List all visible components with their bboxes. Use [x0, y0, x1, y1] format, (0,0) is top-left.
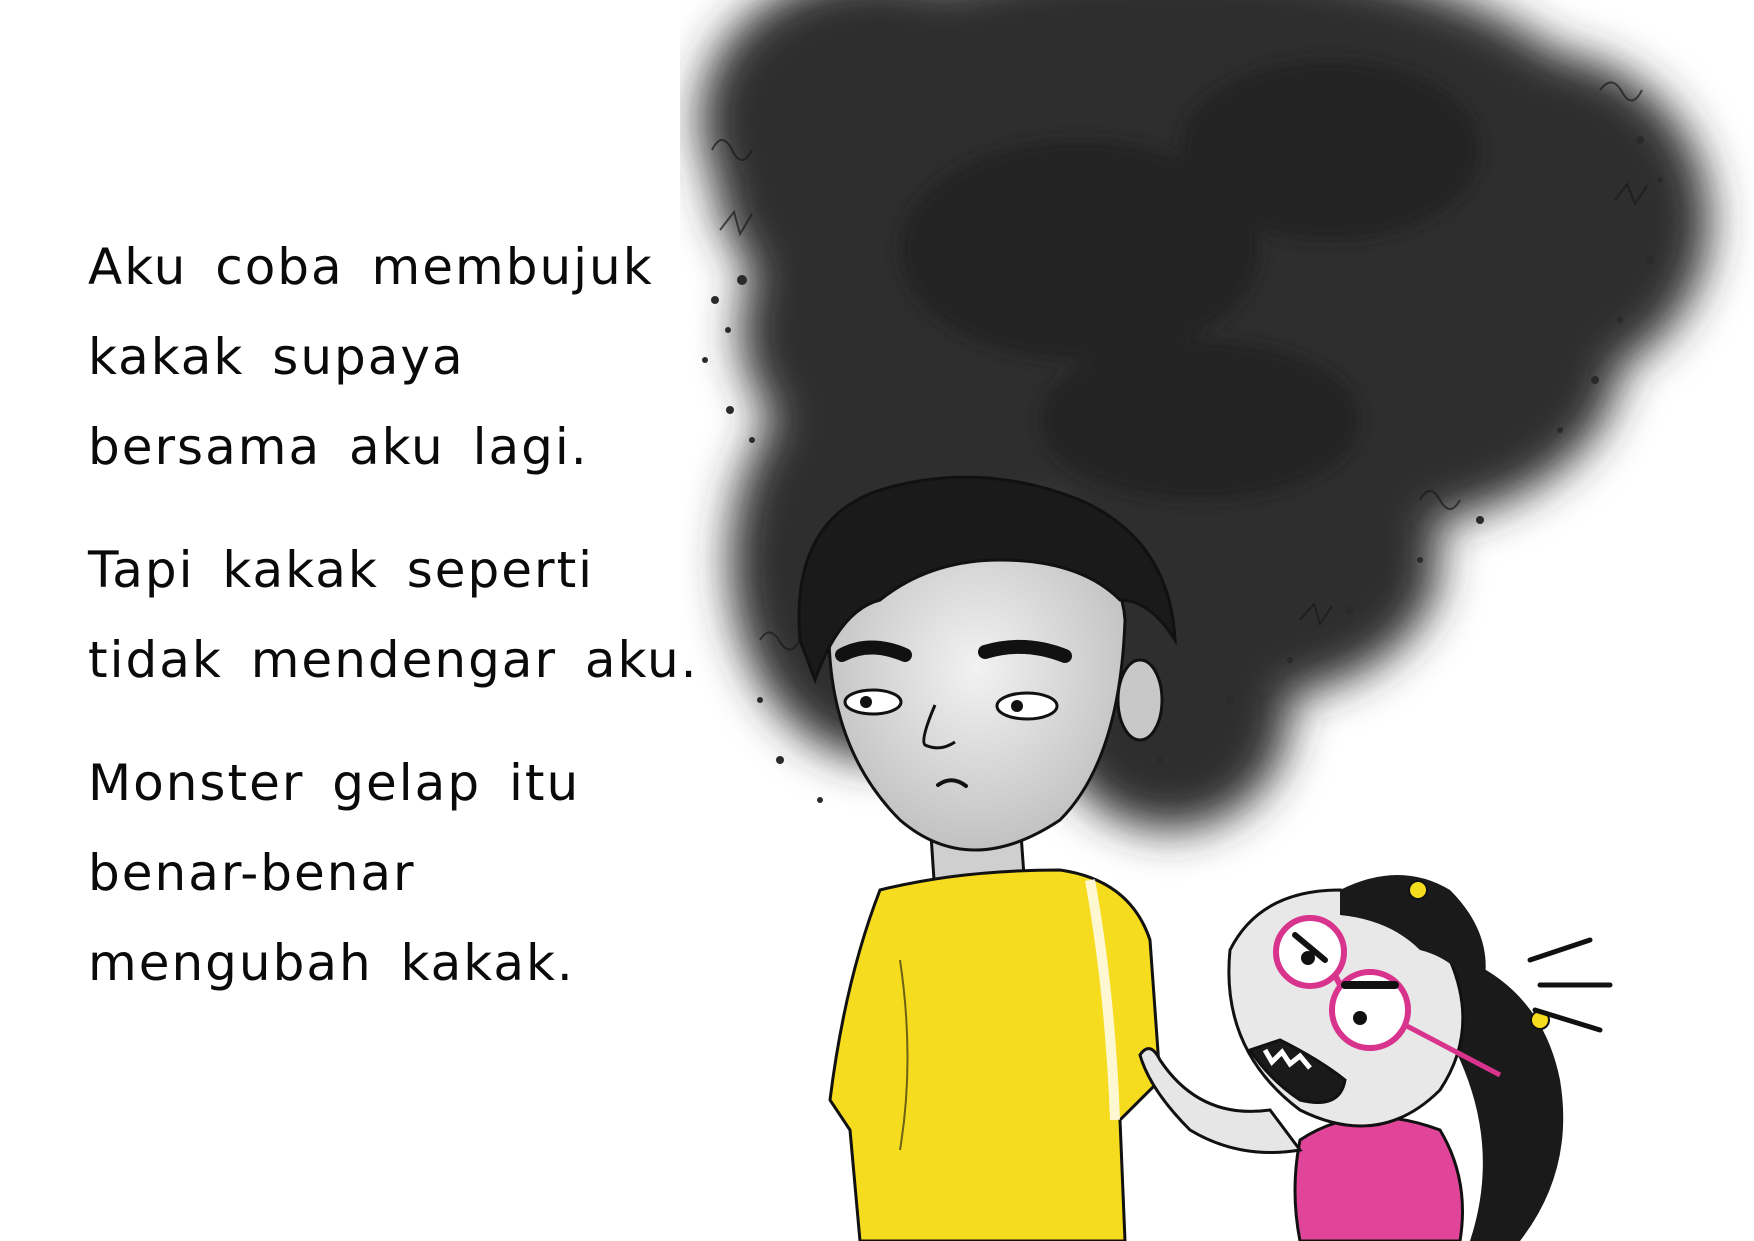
paragraph-2 [88, 525, 708, 705]
illustration [680, 0, 1754, 1241]
text-line: kakak supaya [88, 328, 465, 386]
text-line: Tapi kakak seperti [88, 541, 595, 599]
text-line: bersama aku lagi. [88, 418, 589, 476]
older-brother-icon [799, 477, 1175, 1241]
text-line: Aku coba membujuk [88, 238, 654, 296]
text-line: mengubah kakak. [88, 934, 575, 992]
text-line: tidak mendengar aku. [88, 631, 699, 689]
paragraph-3 [88, 738, 708, 1008]
paragraph-1 [88, 222, 708, 492]
story-text [88, 222, 708, 1041]
text-line: benar-benar [88, 844, 416, 902]
little-sister-icon [1140, 875, 1610, 1241]
text-line: Monster gelap itu [88, 754, 581, 812]
